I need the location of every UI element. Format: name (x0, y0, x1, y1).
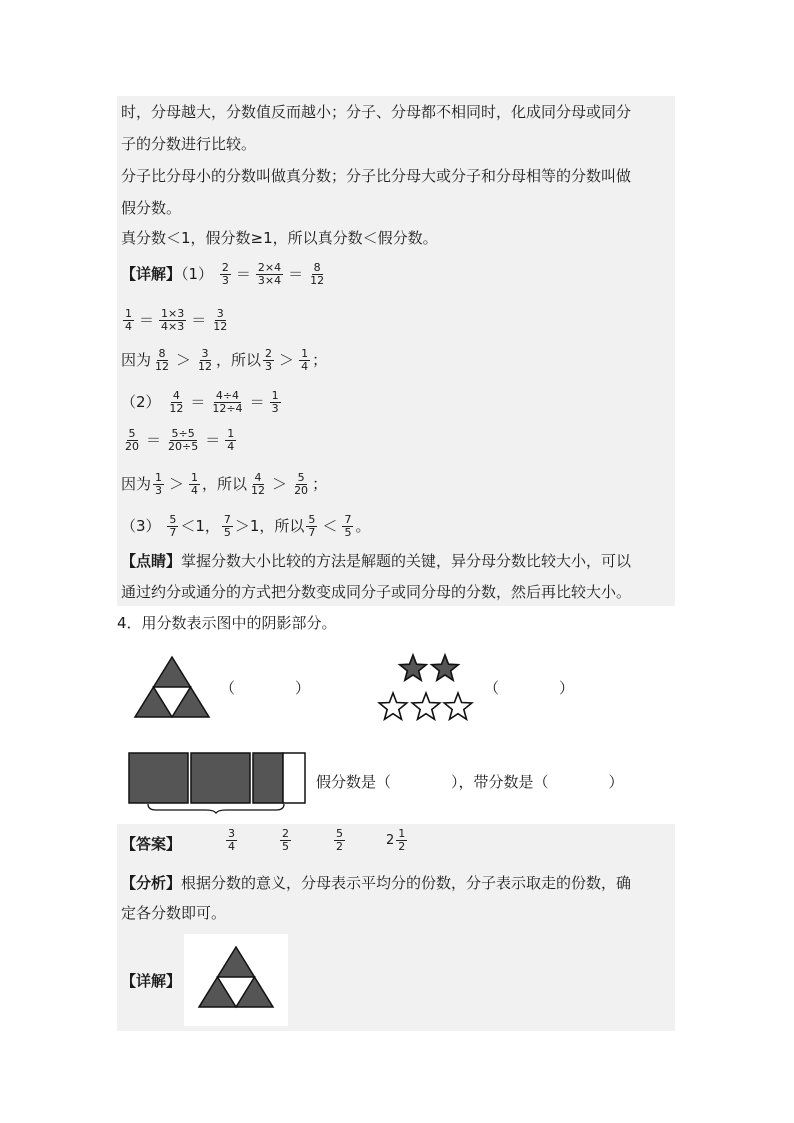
detail-triangle-figure (198, 946, 274, 1008)
fraction-2-3: $\frac{2}{3}$ (265, 347, 273, 373)
part-1-prefix: （1） (181, 265, 214, 283)
intro-line-1: 时，分母越大，分数值反而越小；分子、分母都不相同时，化成同分母或同分 (121, 103, 632, 121)
part-2-prefix: （2） (121, 393, 161, 411)
rectangles-figure (128, 752, 310, 814)
detail-line-5: $\frac{5}{20}$ ＝ $\frac{5\div 5}{20\div 5}$ ＝ $\frac{1}{4}$ (125, 427, 235, 453)
rect-3-half-filled (253, 753, 283, 803)
star-empty-1 (379, 693, 407, 719)
improper-and-mixed-prompt[interactable]: 假分数是（ ），带分数是（ ） (316, 773, 624, 791)
answer-mixed-2-1-2: 2 $\frac{1}{2}$ (386, 827, 406, 853)
point-line-1: 【点睛】掌握分数大小比较的方法是解题的关键，异分母分数比较大小，可以 (121, 552, 632, 570)
fraction-4-12: $\frac{4}{12}$ (169, 389, 184, 415)
fraction-2x4-3x4: $\frac{2\times 4}{3\times 4}$ (257, 261, 282, 287)
fraction-7-5: $\frac{7}{5}$ (223, 513, 231, 539)
intro-line-5: 真分数＜1，假分数≥1，所以真分数＜假分数。 (121, 229, 438, 247)
analysis-label: 【分析】 (121, 874, 182, 892)
rect-1-filled (129, 753, 188, 803)
answer-line (121, 834, 181, 854)
answer-blank-2[interactable]: （ ） (484, 679, 575, 697)
intro-line-4: 假分数。 (121, 199, 182, 217)
fraction-1-4: $\frac{1}{4}$ (301, 347, 309, 373)
analysis-line-1: 【分析】根据分数的意义，分母表示平均分的份数，分子表示取走的份数，确 (121, 874, 632, 892)
fraction-1-4: $\frac{1}{4}$ (125, 307, 132, 333)
fraction-1-4: $\frac{1}{4}$ (227, 427, 235, 453)
detail-label: 【详解】 (121, 265, 182, 283)
stars-group (379, 655, 472, 719)
star-empty-3 (444, 693, 472, 719)
question-title: 4．用分数表示图中的阴影部分。 (117, 614, 337, 632)
detail-line-6: 因为 $\frac{1}{3}$ ＞ $\frac{1}{4}$ ，所以 $\frac{4}{12}$ ＞ $\frac{5}{20}$ ； (121, 471, 328, 497)
detail-line-3: 因为 $\frac{8}{12}$ ＞ $\frac{3}{12}$ ，所以 $\frac{2}{3}$ ＞ $\frac{1}{4}$ ； (121, 347, 328, 373)
detail-line-2: $\frac{1}{4}$ ＝ $\frac{1\times 3}{4\times 3}$ ＝ $\frac{3}{12}$ (125, 307, 228, 333)
fraction-3-12: $\frac{3}{12}$ (213, 307, 228, 333)
intro-line-3: 分子比分母小的分数叫做真分数；分子比分母大或分子和分母相等的分数叫做 (121, 167, 632, 185)
detail-line-1: 【详解】（1） $\frac{2}{3}$ ＝ $\frac{2\times 4}{3\times 4}$ ＝ $\frac{8}{12}$ (121, 261, 325, 287)
triangle-figure (134, 656, 210, 718)
fraction-4-12: $\frac{4}{12}$ (251, 471, 266, 497)
star-empty-2 (412, 693, 440, 719)
fraction-1-3: $\frac{1}{3}$ (271, 389, 279, 415)
fraction-3-12: $\frac{3}{12}$ (198, 347, 213, 373)
fraction-8-12: $\frac{8}{12}$ (155, 347, 170, 373)
detail2-label: 【详解】 (121, 972, 182, 990)
answer-fraction-2-5: $\frac{2}{5}$ (282, 827, 289, 853)
fraction-5-20: $\frac{5}{20}$ (294, 471, 309, 497)
point-label: 【点睛】 (121, 552, 182, 570)
fraction-4d4-12d4: $\frac{4\div 4}{12\div 4}$ (212, 389, 243, 415)
fraction-1-3: $\frac{1}{3}$ (155, 471, 163, 497)
answer-label: 【答案】 (121, 835, 182, 853)
fraction-2-3: $\frac{2}{3}$ (221, 261, 229, 287)
fraction-5-7: $\frac{5}{7}$ (169, 513, 177, 539)
rect-3-half-empty (283, 753, 305, 803)
answer-fraction-5-2: $\frac{5}{2}$ (336, 827, 343, 853)
detail-line-4: （2） $\frac{4}{12}$ ＝ $\frac{4\div 4}{12\div 4}$ ＝ $\frac{1}{3}$ (121, 389, 279, 415)
part-3-prefix: （3） (121, 517, 161, 535)
intro-line-2: 子的分数进行比较。 (121, 135, 257, 153)
answer-fraction-3-4: $\frac{3}{4}$ (228, 827, 235, 853)
star-filled-1 (400, 655, 427, 680)
fraction-1-4: $\frac{1}{4}$ (191, 471, 199, 497)
star-filled-2 (432, 655, 459, 680)
fraction-5-7: $\frac{5}{7}$ (308, 513, 316, 539)
fraction-5d5-20d5: $\frac{5\div 5}{20\div 5}$ (168, 427, 199, 453)
point-line-2: 通过约分或通分的方式把分数变成同分子或同分母的分数，然后再比较大小。 (121, 583, 632, 601)
fraction-1x3-4x3: $\frac{1\times 3}{4\times 3}$ (161, 307, 185, 333)
rect-2-filled (191, 753, 250, 803)
fraction-7-5: $\frac{7}{5}$ (344, 513, 352, 539)
analysis-line-2: 定各分数即可。 (121, 904, 227, 922)
fraction-8-12: $\frac{8}{12}$ (310, 261, 325, 287)
fraction-5-20: $\frac{5}{20}$ (125, 427, 139, 453)
stars-figure (377, 654, 473, 722)
answer-blank-1[interactable]: （ ） (220, 679, 311, 697)
brace (148, 804, 284, 813)
detail-line-7: （3） $\frac{5}{7}$ ＜1， $\frac{7}{5}$ ＞1，所以 $\frac{5}{7}$ ＜ $\frac{7}{5}$ 。 (121, 513, 371, 539)
